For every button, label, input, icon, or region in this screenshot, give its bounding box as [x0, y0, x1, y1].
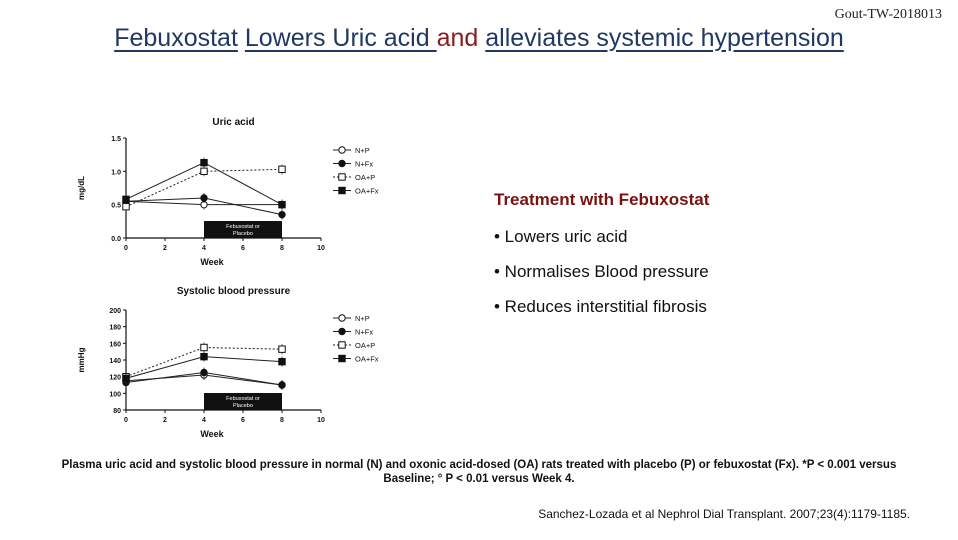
x-tick-label: 4 [202, 245, 206, 252]
y-tick-label: 0.0 [111, 236, 121, 243]
y-tick-label: 80 [113, 408, 121, 415]
marker-circle-filled [339, 328, 345, 334]
marker-circle-filled [201, 369, 207, 375]
legend-label: N+Fx [355, 327, 374, 337]
chart-title: Systolic blood pressure [176, 286, 291, 297]
treatment-box-label: Febuxostat or [226, 396, 260, 402]
x-axis-label: Week [200, 429, 224, 439]
legend-label: N+P [355, 146, 370, 155]
x-tick-label: 8 [280, 245, 284, 252]
marker-circle-filled [279, 382, 285, 388]
legend-label: OA+P [355, 341, 376, 350]
marker-circle-filled [279, 211, 285, 217]
slide-id: Gout-TW-2018013 [834, 7, 942, 22]
slide-title [0, 24, 958, 53]
finding-item: • Reduces interstitial fibrosis [494, 297, 707, 316]
x-tick-label: 10 [317, 417, 325, 424]
legend-label: OA+Fx [355, 354, 379, 364]
chart-title: Uric acid [212, 117, 255, 128]
title-part-1: Febuxostat [114, 24, 238, 52]
finding-item: • Normalises Blood pressure [494, 262, 709, 281]
marker-square-filled [279, 358, 285, 364]
marker-square-open [339, 342, 345, 348]
treatment-box-label: Placebo [233, 403, 253, 409]
title-part-2: Lowers Uric acid [244, 24, 437, 52]
x-tick-label: 10 [317, 245, 325, 252]
x-tick-label: 6 [241, 245, 245, 252]
caption-line-1: Plasma uric acid and systolic blood pressure in normal (N) and oxonic acid-dosed (OA) rats treated with placebo (P) or febuxostat (Fx). *P < 0.001 versus [61, 459, 897, 471]
marker-square-filled [123, 375, 129, 381]
systolic-bp-chart-svg [68, 282, 398, 447]
treatment-box-label: Placebo [233, 231, 253, 237]
legend-label: OA+P [355, 173, 376, 182]
y-tick-label: 140 [109, 358, 121, 365]
marker-square-open [279, 166, 285, 172]
treatment-box-label: Febuxostat or [226, 224, 260, 230]
y-tick-label: 200 [109, 308, 121, 315]
title-part-3: and [436, 24, 479, 52]
y-tick-label: 100 [109, 391, 121, 399]
uric-acid-chart-svg [68, 112, 398, 270]
marker-square-filled [201, 159, 207, 165]
caption-line-2: Baseline; ° P < 0.01 versus Week 4. [383, 473, 575, 485]
y-axis-label: mg/dL [77, 176, 86, 200]
marker-square-open [279, 346, 285, 352]
x-tick-label: 6 [241, 417, 245, 424]
marker-circle-open [339, 315, 345, 321]
x-tick-label: 2 [163, 417, 167, 424]
marker-square-filled [279, 201, 285, 207]
marker-square-open [123, 203, 129, 209]
y-tick-label: 1.0 [111, 169, 121, 177]
marker-circle-filled [339, 160, 345, 166]
marker-square-open [201, 344, 207, 350]
x-tick-label: 4 [202, 417, 206, 424]
x-axis-label: Week [200, 257, 224, 267]
legend-label: N+Fx [355, 159, 374, 169]
legend-label: OA+Fx [355, 186, 379, 196]
findings-heading: Treatment with Febuxostat [494, 190, 710, 209]
marker-square-filled [339, 187, 345, 193]
x-tick-label: 0 [124, 417, 128, 424]
y-tick-label: 160 [109, 341, 121, 349]
marker-square-open [339, 174, 345, 180]
marker-square-filled [201, 353, 207, 359]
marker-square-open [201, 168, 207, 174]
marker-circle-open [339, 147, 345, 153]
x-tick-label: 0 [124, 245, 128, 252]
legend-label: N+P [355, 314, 370, 323]
marker-square-filled [339, 355, 345, 361]
y-tick-label: 120 [109, 374, 121, 382]
y-tick-label: 0.5 [111, 202, 121, 210]
uric-acid-chart [68, 112, 398, 275]
x-tick-label: 2 [163, 245, 167, 252]
y-tick-label: 180 [109, 324, 121, 332]
x-tick-label: 8 [280, 417, 284, 424]
figure-caption [22, 458, 936, 486]
systolic-bp-chart [68, 282, 398, 452]
findings-box [494, 190, 709, 332]
marker-square-filled [123, 196, 129, 202]
citation: Sanchez-Lozada et al Nephrol Dial Transplant. 2007;23(4):1179-1185. [538, 507, 910, 521]
y-axis-label: mmHg [77, 347, 86, 373]
y-tick-label: 1.5 [111, 136, 121, 143]
marker-circle-filled [201, 195, 207, 201]
finding-item: • Lowers uric acid [494, 227, 628, 246]
title-part-4: alleviates systemic hypertension [485, 24, 844, 52]
